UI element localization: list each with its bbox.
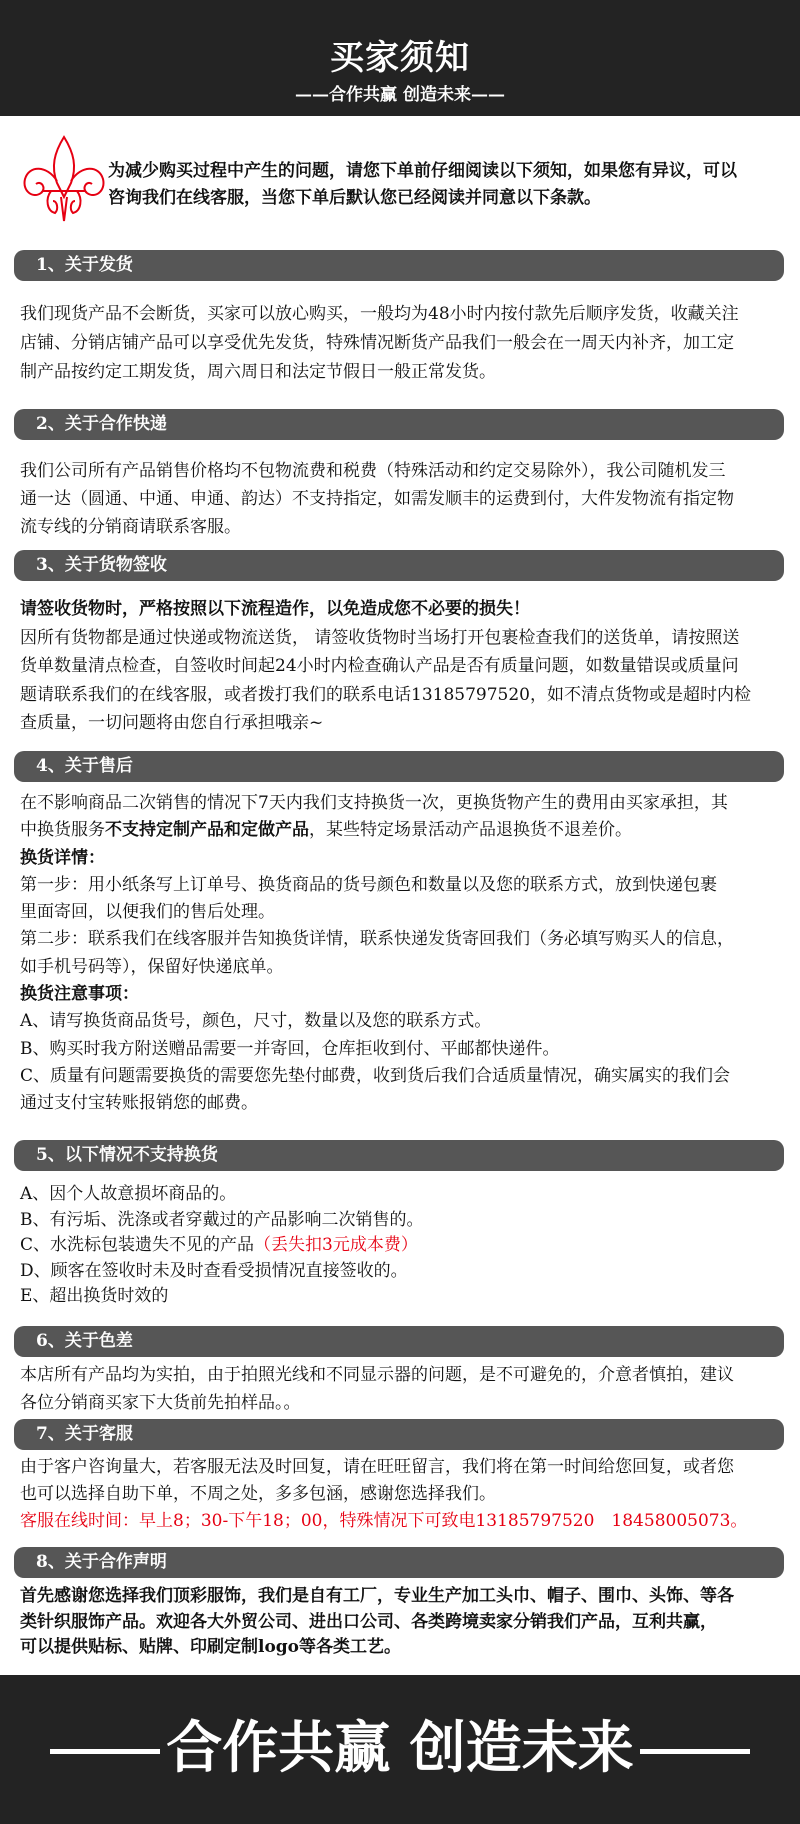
- page-subtitle: ——合作共赢 创造未来——: [295, 85, 505, 105]
- section-header-color-difference: 6、关于色差: [14, 1326, 784, 1357]
- text-line: 流专线的分销商请联系客服。: [20, 517, 241, 537]
- text-span: C、水洗标包装遗失不见的产品: [20, 1235, 255, 1256]
- text-line: 通过支付宝转账报销您的邮费。: [20, 1093, 258, 1114]
- subheading: 换货注意事项：: [20, 984, 139, 1005]
- text-line: 类针织服饰产品。欢迎各大外贸公司、进出口公司、各类跨境卖家分销我们产品，互利共赢，: [20, 1611, 717, 1632]
- footer-banner: [0, 1675, 800, 1824]
- cost-note: （丢失扣3元成本费）: [254, 1235, 418, 1256]
- section-header-no-exchange: 5、以下情况不支持换货: [14, 1140, 784, 1171]
- text-line: [20, 817, 790, 844]
- section-header-after-sales: 4、关于售后: [14, 751, 784, 782]
- list-item: E、超出换货时效的: [20, 1286, 169, 1307]
- text-line: 在不影响商品二次销售的情况下7天内我们支持换货一次，更换货物产生的费用由买家承担，其: [20, 793, 728, 813]
- list-item: [20, 1233, 790, 1259]
- list-item: D、顾客在签收时未及时查看受损情况直接签收的。: [20, 1260, 408, 1281]
- text-span: ，某些特定场景活动产品退换货不退差价。: [309, 820, 632, 841]
- text-span: 中换货服务: [20, 820, 105, 841]
- text-line: 里面寄回，以便我们的售后处理。: [20, 902, 275, 923]
- intro-line: 为减少购买过程中产生的问题，请您下单前仔细阅读以下须知，如果您有异议，可以: [108, 161, 737, 181]
- text-line: 第二步：联系我们在线客服并告知换货详情，联系快递发货寄回我们（务必填写购买人的信息，: [20, 929, 734, 950]
- page-title: 买家须知: [330, 38, 470, 78]
- section-body-shipping: [20, 300, 790, 387]
- subheading: 换货详情：: [20, 847, 105, 868]
- intro-text: [108, 158, 788, 212]
- text-line: 可以提供贴标、贴牌、印刷定制logo等各类工艺。: [20, 1637, 402, 1658]
- section-body-no-exchange: [20, 1182, 790, 1310]
- section-body-customer-service: [20, 1454, 790, 1535]
- text-line: 我们现货产品不会断货，买家可以放心购买，一般均为48小时内按付款先后顺序发货，收藏关注: [20, 304, 739, 324]
- warning-line: 请签收货物时，严格按照以下流程造作，以免造成您不必要的损失！: [20, 599, 530, 619]
- intro-line: 咨询我们在线客服，当您下单后默认您已经阅读并同意以下条款。: [108, 188, 601, 208]
- text-line: 因所有货物都是通过快递或物流送货， 请签收货物时当场打开包裹检查我们的送货单，请按照送: [20, 627, 740, 648]
- text-line: 通一达（圆通、中通、申通、韵达）不支持指定，如需发顺丰的运费到付，大件发物流有指定物: [20, 489, 734, 509]
- section-header-cooperation: 8、关于合作声明: [14, 1547, 784, 1578]
- section-body-after-sales: [20, 790, 790, 1118]
- text-line: 如手机号码等），保留好快递底单。: [20, 956, 284, 977]
- text-line: B、购买时我方附送赠品需要一并寄回，仓库拒收到付、平邮都快递件。: [20, 1038, 560, 1059]
- section-header-receipt: 3、关于货物签收: [14, 550, 784, 581]
- text-line: 店铺、分销店铺产品可以享受优先发货，特殊情况断货产品我们一般会在一周天内补齐，加工定: [20, 333, 734, 353]
- list-item: A、因个人故意损坏商品的。: [20, 1184, 237, 1204]
- text-line: C、质量有问题需要换货的需要您先垫付邮费，收到货后我们合适质量情况，确实属实的我们会: [20, 1065, 731, 1086]
- text-line: 题请联系我们的在线客服，或者拨打我们的联系电话13185797520，如不清点货物或是超时内检: [20, 684, 751, 705]
- section-body-cooperation: [20, 1584, 790, 1661]
- text-line: 我们公司所有产品销售价格均不包物流费和税费（特殊活动和约定交易除外），我公司随机发三: [20, 461, 726, 481]
- section-header-courier: 2、关于合作快递: [14, 409, 784, 440]
- section-body-courier: [20, 457, 790, 541]
- section-header-shipping: 1、关于发货: [14, 250, 784, 281]
- text-line: 本店所有产品均为实拍，由于拍照光线和不同显示器的问题，是不可避免的，介意者慎拍，建议: [20, 1365, 734, 1385]
- divider-line: [640, 1749, 750, 1754]
- section-body-receipt: [20, 595, 790, 738]
- text-line: 货单数量清点检查，自签收时间起24小时内检查确认产品是否有质量问题，如数量错误或质量问: [20, 656, 739, 676]
- text-line: 各位分销商买家下大货前先拍样品。。: [20, 1393, 301, 1413]
- text-line: 由于客户咨询量大，若客服无法及时回复，请在旺旺留言，我们将在第一时间给您回复，或者您: [20, 1457, 734, 1477]
- section-header-customer-service: 7、关于客服: [14, 1419, 784, 1450]
- text-line: 首先感谢您选择我们顶彩服饰，我们是自有工厂，专业生产加工头巾、帽子、围巾、头饰、等各: [20, 1586, 734, 1606]
- footer-slogan: 合作共赢 创造未来: [166, 1715, 634, 1781]
- text-line: 制产品按约定工期发货，周六周日和法定节假日一般正常发货。: [20, 362, 496, 382]
- list-item: B、有污垢、洗涤或者穿戴过的产品影响二次销售的。: [20, 1209, 424, 1230]
- text-line: 也可以选择自助下单，不周之处，多多包涵，感谢您选择我们。: [20, 1484, 496, 1504]
- service-hours: 客服在线时间：早上8；30-下午18；00，特殊情况下可致电13185797520 18458005073。: [20, 1511, 748, 1531]
- header-banner: [0, 0, 800, 116]
- emphasis-text: 不支持定制产品和定做产品: [105, 820, 309, 841]
- fleur-de-lis-icon: [21, 135, 107, 223]
- text-line: 查质量，一切问题将由您自行承担哦亲~: [20, 713, 324, 733]
- section-body-color-difference: [20, 1361, 790, 1417]
- text-line: A、请写换货商品货号，颜色，尺寸，数量以及您的联系方式。: [20, 1011, 492, 1032]
- text-line: 第一步：用小纸条写上订单号、换货商品的货号颜色和数量以及您的联系方式，放到快递包裹: [20, 874, 717, 895]
